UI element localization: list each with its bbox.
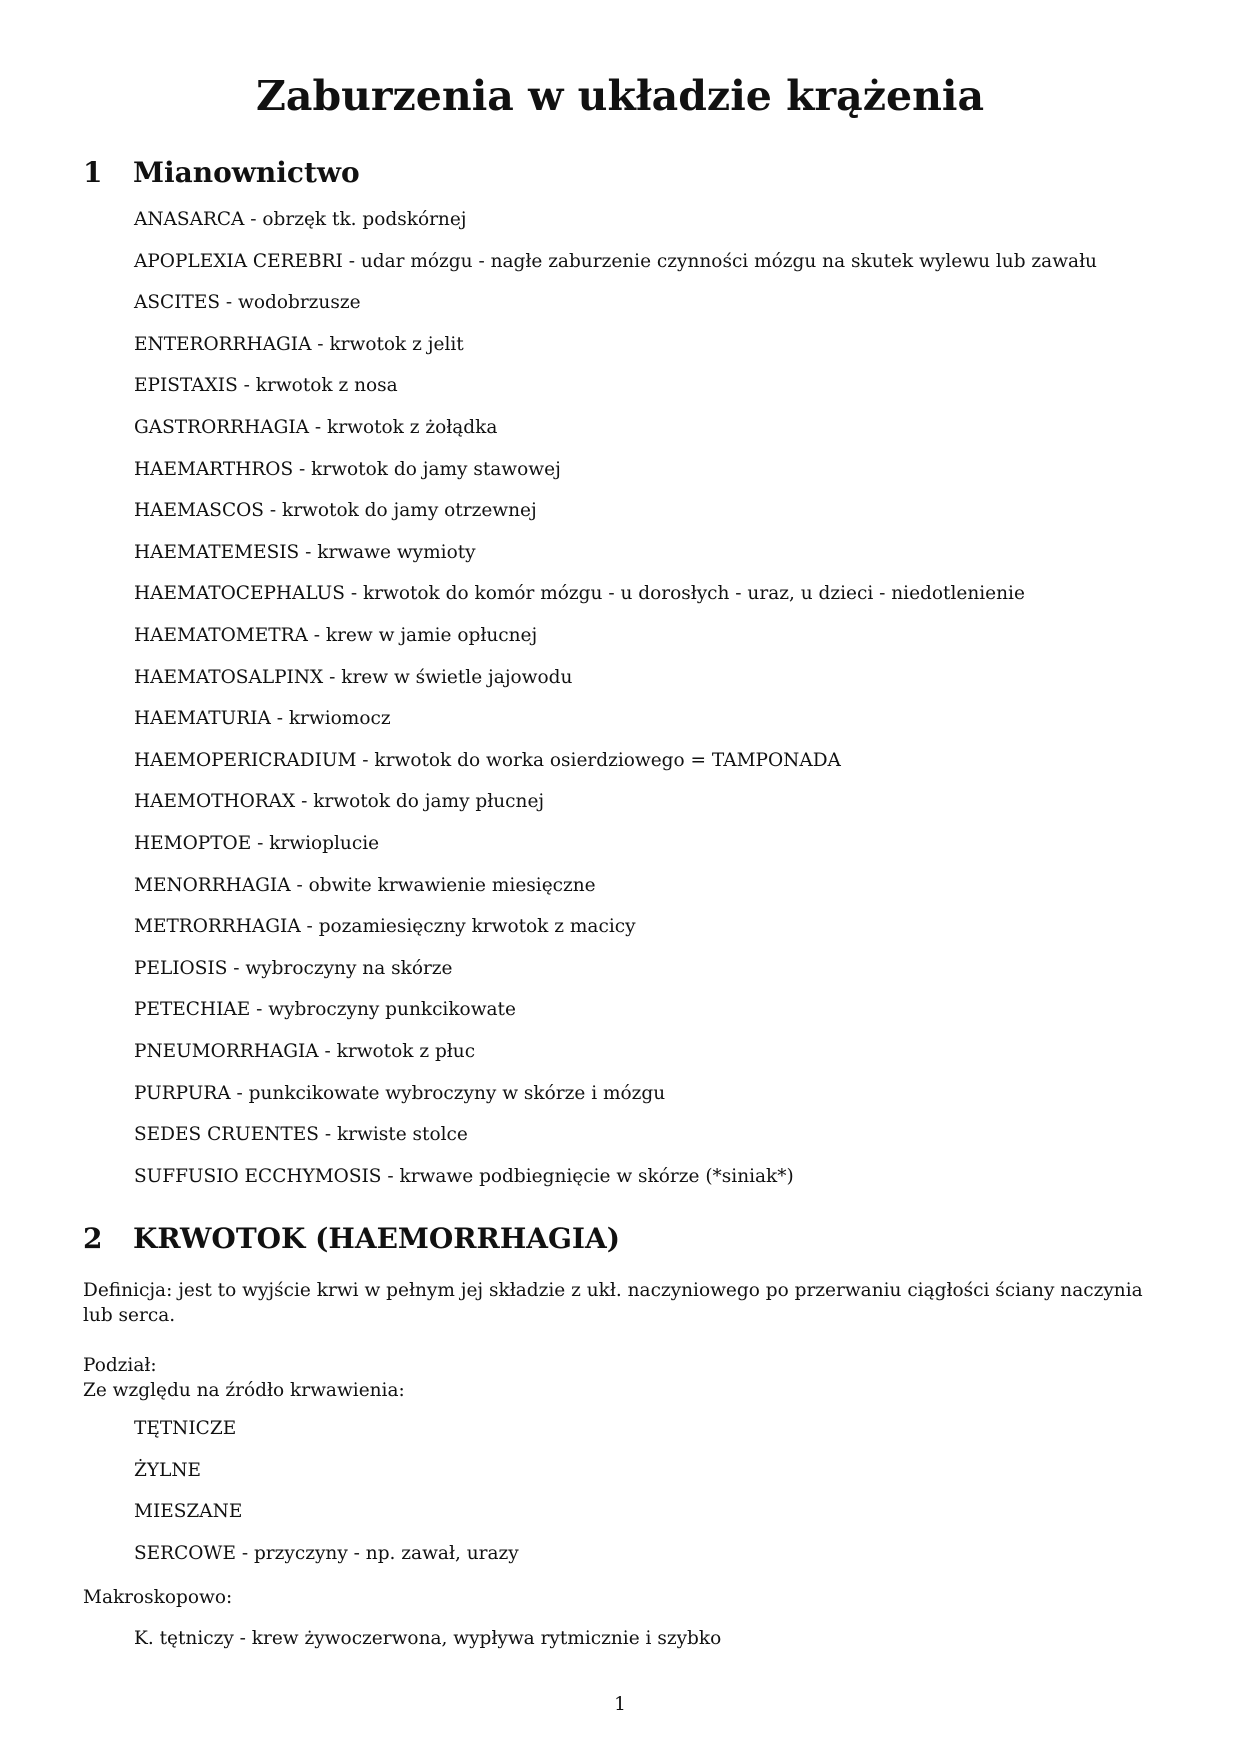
list-item-text: HEMOPTOE - krwioplucie [134, 833, 380, 854]
list-item-text: PNEUMORRHAGIA - krwotok z płuc [134, 1041, 476, 1062]
list-item-text: EPISTAXIS - krwotok z nosa [134, 375, 398, 397]
section-title: Mianownictwo [133, 156, 360, 189]
list-item-text: APOPLEXIA CEREBRI - udar mózgu - nagłe zaburzenie czynności mózgu na skutek wylewu lub zawału [134, 250, 1097, 272]
list-item-text: HAEMATURIA - krwiomocz [134, 708, 391, 730]
list-item-text: SUFFUSIO ECCHYMOSIS - krwawe podbiegnięcie w skórze (*siniak*) [134, 1165, 794, 1187]
section-title: KRWOTOK (HAEMORRHAGIA) [133, 1222, 620, 1255]
list-item-text: HAEMOTHORAX - krwotok do jamy płucnej [134, 791, 545, 813]
list-item-text: HAEMATOSALPINX - krew w świetle jajowodu [134, 666, 573, 688]
section-number: 2 [83, 1222, 103, 1255]
section-heading-2 [83, 1222, 620, 1255]
list-item-text: HAEMATEMESIS - krwawe wymioty [134, 541, 476, 563]
list-item-text: ASCITES - wodobrzusze [134, 292, 361, 314]
list-item-text: PETECHIAE - wybroczyny punkcikowate [134, 999, 516, 1021]
list-item-text: ŻYLNE [134, 1459, 202, 1481]
macro-label: Makroskopowo: [83, 1587, 233, 1608]
division-label: Podział: [83, 1355, 157, 1376]
list-item-text: SERCOWE - przyczyny - np. zawał, urazy [134, 1542, 519, 1564]
list-item-text: HAEMOPERICRADIUM - krwotok do worka osierdziowego = TAMPONADA [134, 749, 841, 771]
page-number: 1 [614, 1694, 626, 1715]
document-title: Zaburzenia w układzie krążenia [255, 72, 985, 120]
section-heading-1 [83, 156, 360, 189]
list-item-text: HAEMATOMETRA - krew w jamie opłucnej [134, 625, 538, 646]
list-item-text: HAEMATOCEPHALUS - krwotok do komór mózgu - u dorosłych - uraz, u dzieci - niedotlenienie [134, 583, 1025, 605]
list-item-text: PELIOSIS - wybroczyny na skórze [134, 957, 453, 979]
list-item-text: SEDES CRUENTES - krwiste stolce [134, 1124, 468, 1146]
source-label: Ze względu na źródło krwawienia: [83, 1380, 405, 1401]
list-item-text: ENTERORRHAGIA - krwotok z jelit [134, 333, 464, 355]
list-item-text: ANASARCA - obrzęk tk. podskórnej [134, 209, 467, 230]
list-item-text: MIESZANE [134, 1501, 243, 1523]
list-item-text: K. tętniczy - krew żywoczerwona, wypływa rytmicznie i szybko [134, 1628, 722, 1649]
list-item-text: MENORRHAGIA - obwite krwawienie miesięczne [134, 874, 596, 896]
section-number: 1 [83, 156, 103, 189]
list-item-text: HAEMARTHROS - krwotok do jamy stawowej [134, 458, 561, 480]
list-item-text: PURPURA - punkcikowate wybroczyny w skórze i mózgu [134, 1082, 666, 1104]
list-item-text: METRORRHAGIA - pozamiesięczny krwotok z macicy [134, 916, 636, 938]
definition-paragraph: Definicja: jest to wyjście krwi w pełnym jej składzie z ukł. naczyniowego po przerwaniu ciągłości ściany naczynia lub serca. [83, 1280, 1143, 1326]
list-item-text: HAEMASCOS - krwotok do jamy otrzewnej [134, 500, 537, 522]
list-item-text: TĘTNICZE [134, 1418, 237, 1439]
list-item-text: GASTRORRHAGIA - krwotok z żołądka [134, 417, 498, 438]
